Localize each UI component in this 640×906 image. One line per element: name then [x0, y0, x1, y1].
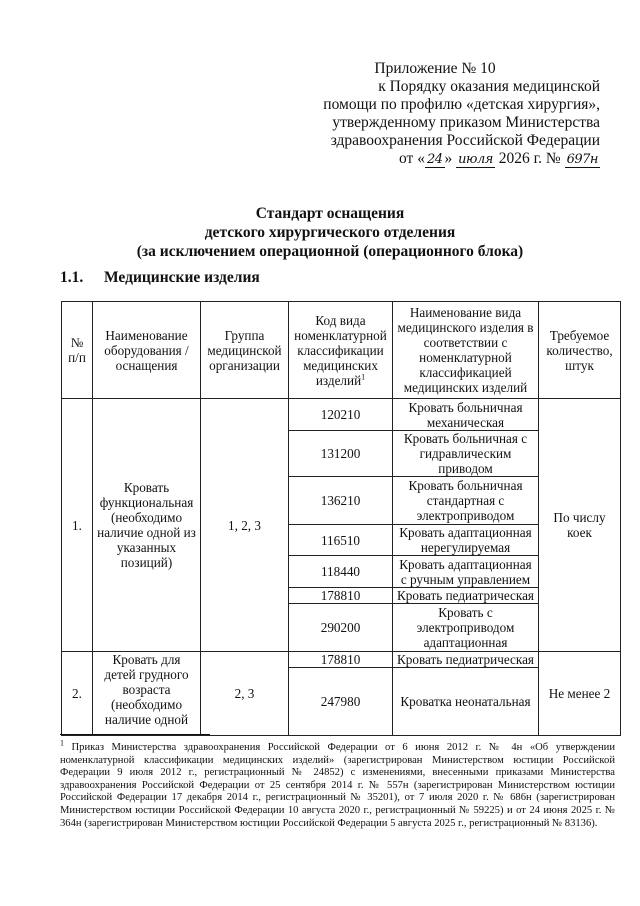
row-code: 290200 [289, 604, 393, 652]
row-kind: Кровать больничная стандартная с электроприводом [393, 477, 539, 525]
table-row [62, 652, 621, 668]
row-kind: Кровать с электроприводом адаптационная [393, 604, 539, 652]
row-group: 2, 3 [201, 652, 289, 736]
appendix-block [270, 60, 600, 169]
footnote-ref: 1 [361, 372, 366, 382]
row-equipment: Кровать функциональная (необходимо наличие одной из указанных позиций) [93, 399, 201, 652]
title-line-3: (за исключением операционной (операционного блока) [136, 243, 524, 260]
date-mid: » [444, 150, 457, 167]
section-heading [60, 269, 260, 287]
row-code: 178810 [289, 588, 393, 604]
footnote-text: Приказ Министерства здравоохранения Российской Федерации от 6 июня 2012 г. № 4н «Об утверждении номенклатурной классификации медицинских изделий» (зарегистрирован Министерством юстиции Российской Федерации 9 июля 2012 г., регистрационный № 24852) с изменениями, внесенными приказами Министерства здравоохранения Российской Федерации от 25 сентября 2014 г. № 557н (зарегистрирован Министерством юстиции Российской Федерации 17 декабря 2014 г., регистрационный № 35201), от 7 июля 2020 г. № 686н (зарегистрирован Министерством юстиции Российской Федерации 10 августа 2020 г., регистрационный № 59225) и от 24 июня 2025 г. № 364н (зарегистрирован Министерством юстиции Российской Федерации 5 августа 2025 г., регистрационный № 83136). [60, 742, 615, 829]
handwritten-day: 24 [426, 152, 443, 167]
appendix-line-5: здравоохранения Российской Федерации [330, 132, 600, 149]
row-code: 120210 [289, 399, 393, 431]
row-code: 247980 [289, 668, 393, 736]
handwritten-order-number: 697н [566, 152, 598, 167]
header-qty: Требуемое количество, штук [539, 302, 621, 399]
row-qty: Не менее 2 [539, 652, 621, 736]
row-kind: Кровать адаптационная нерегулируемая [393, 525, 539, 556]
header-code-text: Код вида номенклатурной классификации медицинских изделий [294, 312, 387, 388]
appendix-title: Приложение № 10 [374, 60, 496, 77]
row-code: 178810 [289, 652, 393, 668]
title-line-2: детского хирургического отделения [204, 224, 456, 241]
row-code: 116510 [289, 525, 393, 556]
date-prefix: от « [399, 150, 425, 167]
title-line-1: Стандарт оснащения [255, 205, 405, 222]
footnote [60, 738, 615, 830]
section-number: 1.1. [60, 269, 84, 286]
row-qty: По числу коек [539, 399, 621, 652]
appendix-line-4: утвержденному приказом Министерства [332, 114, 600, 131]
date-year: 2026 г. № [494, 150, 565, 167]
row-code: 118440 [289, 556, 393, 588]
row-group: 1, 2, 3 [201, 399, 289, 652]
row-num: 1. [62, 399, 93, 652]
row-num: 2. [62, 652, 93, 736]
row-kind: Кровать педиатрическая [393, 588, 539, 604]
header-group: Группа медицинской организации [201, 302, 289, 399]
header-kind: Наименование вида медицинского изделия в соответствии с номенклатурной классификацией медицинских изделий [393, 302, 539, 399]
handwritten-month: июля [458, 152, 493, 167]
row-code: 131200 [289, 431, 393, 477]
table-row [62, 399, 621, 431]
appendix-line-3: помощи по профилю «детская хирургия», [323, 96, 600, 113]
footnote-divider [60, 734, 210, 735]
section-label: Медицинские изделия [104, 269, 260, 286]
appendix-date-line [270, 150, 600, 169]
row-kind: Кровать педиатрическая [393, 652, 539, 668]
header-code [289, 302, 393, 399]
row-equipment: Кровать для детей грудного возраста (необходимо наличие одной [93, 652, 201, 736]
equipment-table [61, 301, 621, 736]
row-kind: Кроватка неонатальная [393, 668, 539, 736]
appendix-line-2: к Порядку оказания медицинской [378, 78, 600, 95]
row-code: 136210 [289, 477, 393, 525]
row-kind: Кровать больничная с гидравлическим приводом [393, 431, 539, 477]
table-header-row [62, 302, 621, 399]
footnote-mark: 1 [60, 738, 64, 748]
row-kind: Кровать больничная механическая [393, 399, 539, 431]
header-num: № п/п [62, 302, 93, 399]
header-equipment: Наименование оборудования / оснащения [93, 302, 201, 399]
row-kind: Кровать адаптационная с ручным управлением [393, 556, 539, 588]
standard-title [100, 204, 560, 261]
